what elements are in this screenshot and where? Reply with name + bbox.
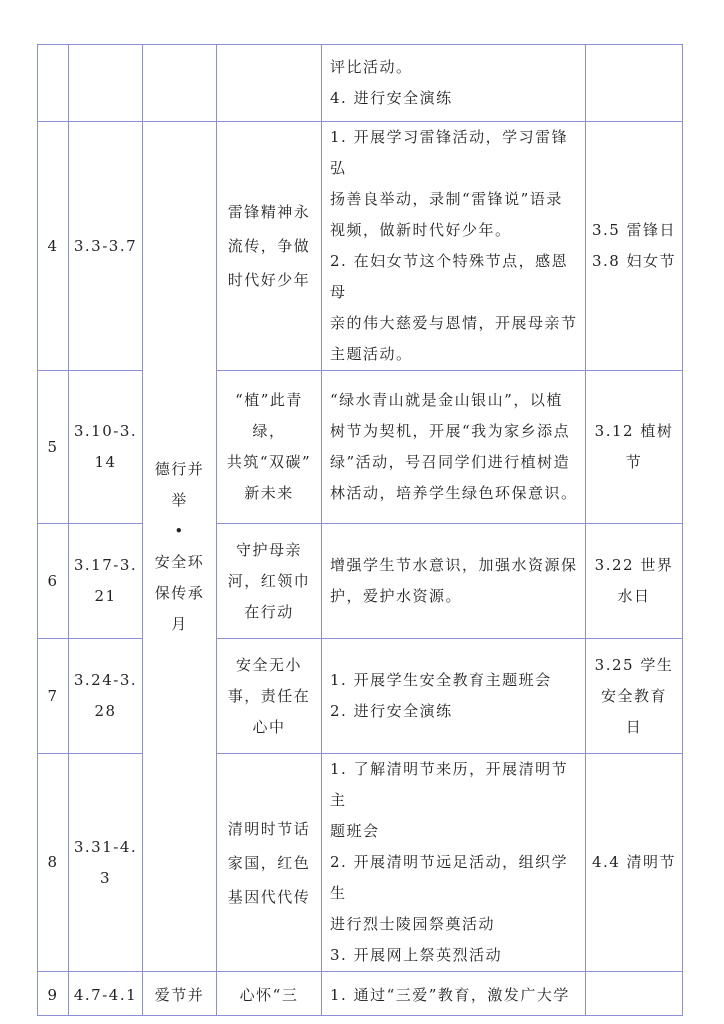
content-line: 4. 进行安全演练 [330,89,453,107]
row-number: 9 [38,972,69,1016]
bullet-dot: • [174,521,185,540]
festival-cell [586,972,683,1016]
theme-line: 保传承 [154,583,205,602]
title-line: 绿， [252,422,286,440]
content-line: 2. 进行安全演练 [330,702,453,720]
title-line: 事，责任在 [227,686,311,705]
row-number: 6 [38,524,69,639]
date-cell [69,754,143,972]
content-line: 2. 在妇女节这个特殊节点，感恩母 [330,252,569,301]
content-line: 进行烈士陵园祭奠活动 [330,915,496,933]
date-line: 28 [94,702,117,720]
content-line: 1. 开展学生安全教育主题班会 [330,671,552,689]
content-line: 视频，做新时代好少年。 [330,221,512,239]
theme-line: 月 [171,614,188,633]
activity-schedule-table [37,44,683,1016]
title-cell [217,639,322,754]
date-line: 3 [99,868,112,887]
content-line: 扬善良举动，录制“雷锋说”语录 [330,190,563,208]
title-line: 河，红领巾 [227,571,311,590]
content-line: “绿水青山就是金山银山”，以植 [330,391,563,409]
content-line: 题班会 [330,822,380,840]
festival-line: 3.8 妇女节 [591,252,677,270]
title-line: “植”此青 [235,391,303,409]
theme-line: 举 [171,490,188,509]
title-line: 时代好少年 [227,271,311,289]
title-cell [217,371,322,524]
num-cell [38,45,69,122]
row-number: 7 [38,639,69,754]
content-cell: 1. 通过“三爱”教育，激发广大学 [322,972,586,1016]
title-line: 流传，争做 [227,237,311,255]
title-line: 守护母亲 [235,540,302,559]
title-line: 安全无小 [235,655,302,674]
content-line: 评比活动。 [330,58,413,76]
festival-cell [586,754,683,972]
title-cell [217,524,322,639]
content-line: 1. 开展学习雷锋活动，学习雷锋弘 [330,128,569,177]
content-line: 林活动，培养学生绿色环保意识。 [330,484,578,502]
date-cell: 4.7-4.1 [69,972,143,1016]
content-line: 3. 开展网上祭英烈活动 [330,946,503,964]
content-cell [322,45,586,122]
content-line: 1. 了解清明节来历，开展清明节主 [330,760,569,809]
date-cell [69,639,143,754]
content-line: 主题活动。 [330,345,413,363]
date-cell [69,122,143,371]
festival-line: 3.22 世界 [594,556,674,574]
title-cell: 心怀“三 [217,972,322,1016]
title-cell [217,754,322,972]
theme-cell [143,45,217,122]
date-line: 3.24-3. [73,671,138,689]
row-number: 8 [38,754,69,972]
content-cell [322,371,586,524]
content-cell [322,122,586,371]
month-theme-cell [143,122,217,972]
date-cell [69,371,143,524]
table-row-partial-bottom [38,972,683,1016]
title-line: 家国，红色 [227,853,311,872]
festival-cell [586,524,683,639]
date-line: 3.17-3. [73,556,138,574]
row-number: 5 [38,371,69,524]
table-row [38,524,683,639]
theme-line: 安全环 [154,552,205,571]
content-line: 绿”活动，号召同学们进行植树造 [330,453,571,471]
table-row [38,639,683,754]
table-row-partial-top [38,45,683,122]
table-row [38,122,683,371]
title-line: 基因代代传 [227,887,311,906]
content-line: 增强学生节水意识，加强水资源保 [330,556,578,574]
festival-line: 节 [625,453,643,471]
festival-line: 日 [625,717,643,736]
title-line: 雷锋精神永 [227,203,311,221]
date-line: 3.31-4. [73,837,138,856]
title-line: 心中 [252,717,286,736]
festival-line: 水日 [617,587,651,605]
festival-cell [586,371,683,524]
title-line: 清明时节话 [227,819,311,838]
date-line: 3.3-3.7 [73,236,138,255]
content-line: 2. 开展清明节远足活动，组织学生 [330,853,569,902]
festival-line: 4.4 清明节 [591,853,677,871]
festival-cell [586,45,683,122]
theme-line: 德行并 [154,459,205,478]
date-line: 14 [94,453,117,471]
date-line: 21 [94,587,117,605]
festival-line: 3.12 植树 [594,422,674,440]
row-number: 4 [38,122,69,371]
title-cell [217,122,322,371]
date-line: 3.10-3. [73,422,138,440]
title-line: 共筑“双碳” [226,453,312,471]
content-line: 亲的伟大慈爱与恩情，开展母亲节 [330,314,578,332]
month-theme-cell: 爱节并 [143,972,217,1016]
festival-cell [586,122,683,371]
content-cell [322,639,586,754]
table-row [38,371,683,524]
festival-line: 安全教育 [600,686,667,705]
content-line: 树节为契机，开展“我为家乡添点 [330,422,571,440]
title-line: 新未来 [244,484,294,502]
table-row [38,754,683,972]
date-cell [69,524,143,639]
title-line: 在行动 [244,602,294,621]
content-cell [322,524,586,639]
content-cell [322,754,586,972]
date-cell [69,45,143,122]
title-cell [217,45,322,122]
content-line: 护，爱护水资源。 [330,587,463,605]
festival-line: 3.5 雷锋日 [591,221,677,239]
festival-cell [586,639,683,754]
festival-line: 3.25 学生 [594,655,674,674]
